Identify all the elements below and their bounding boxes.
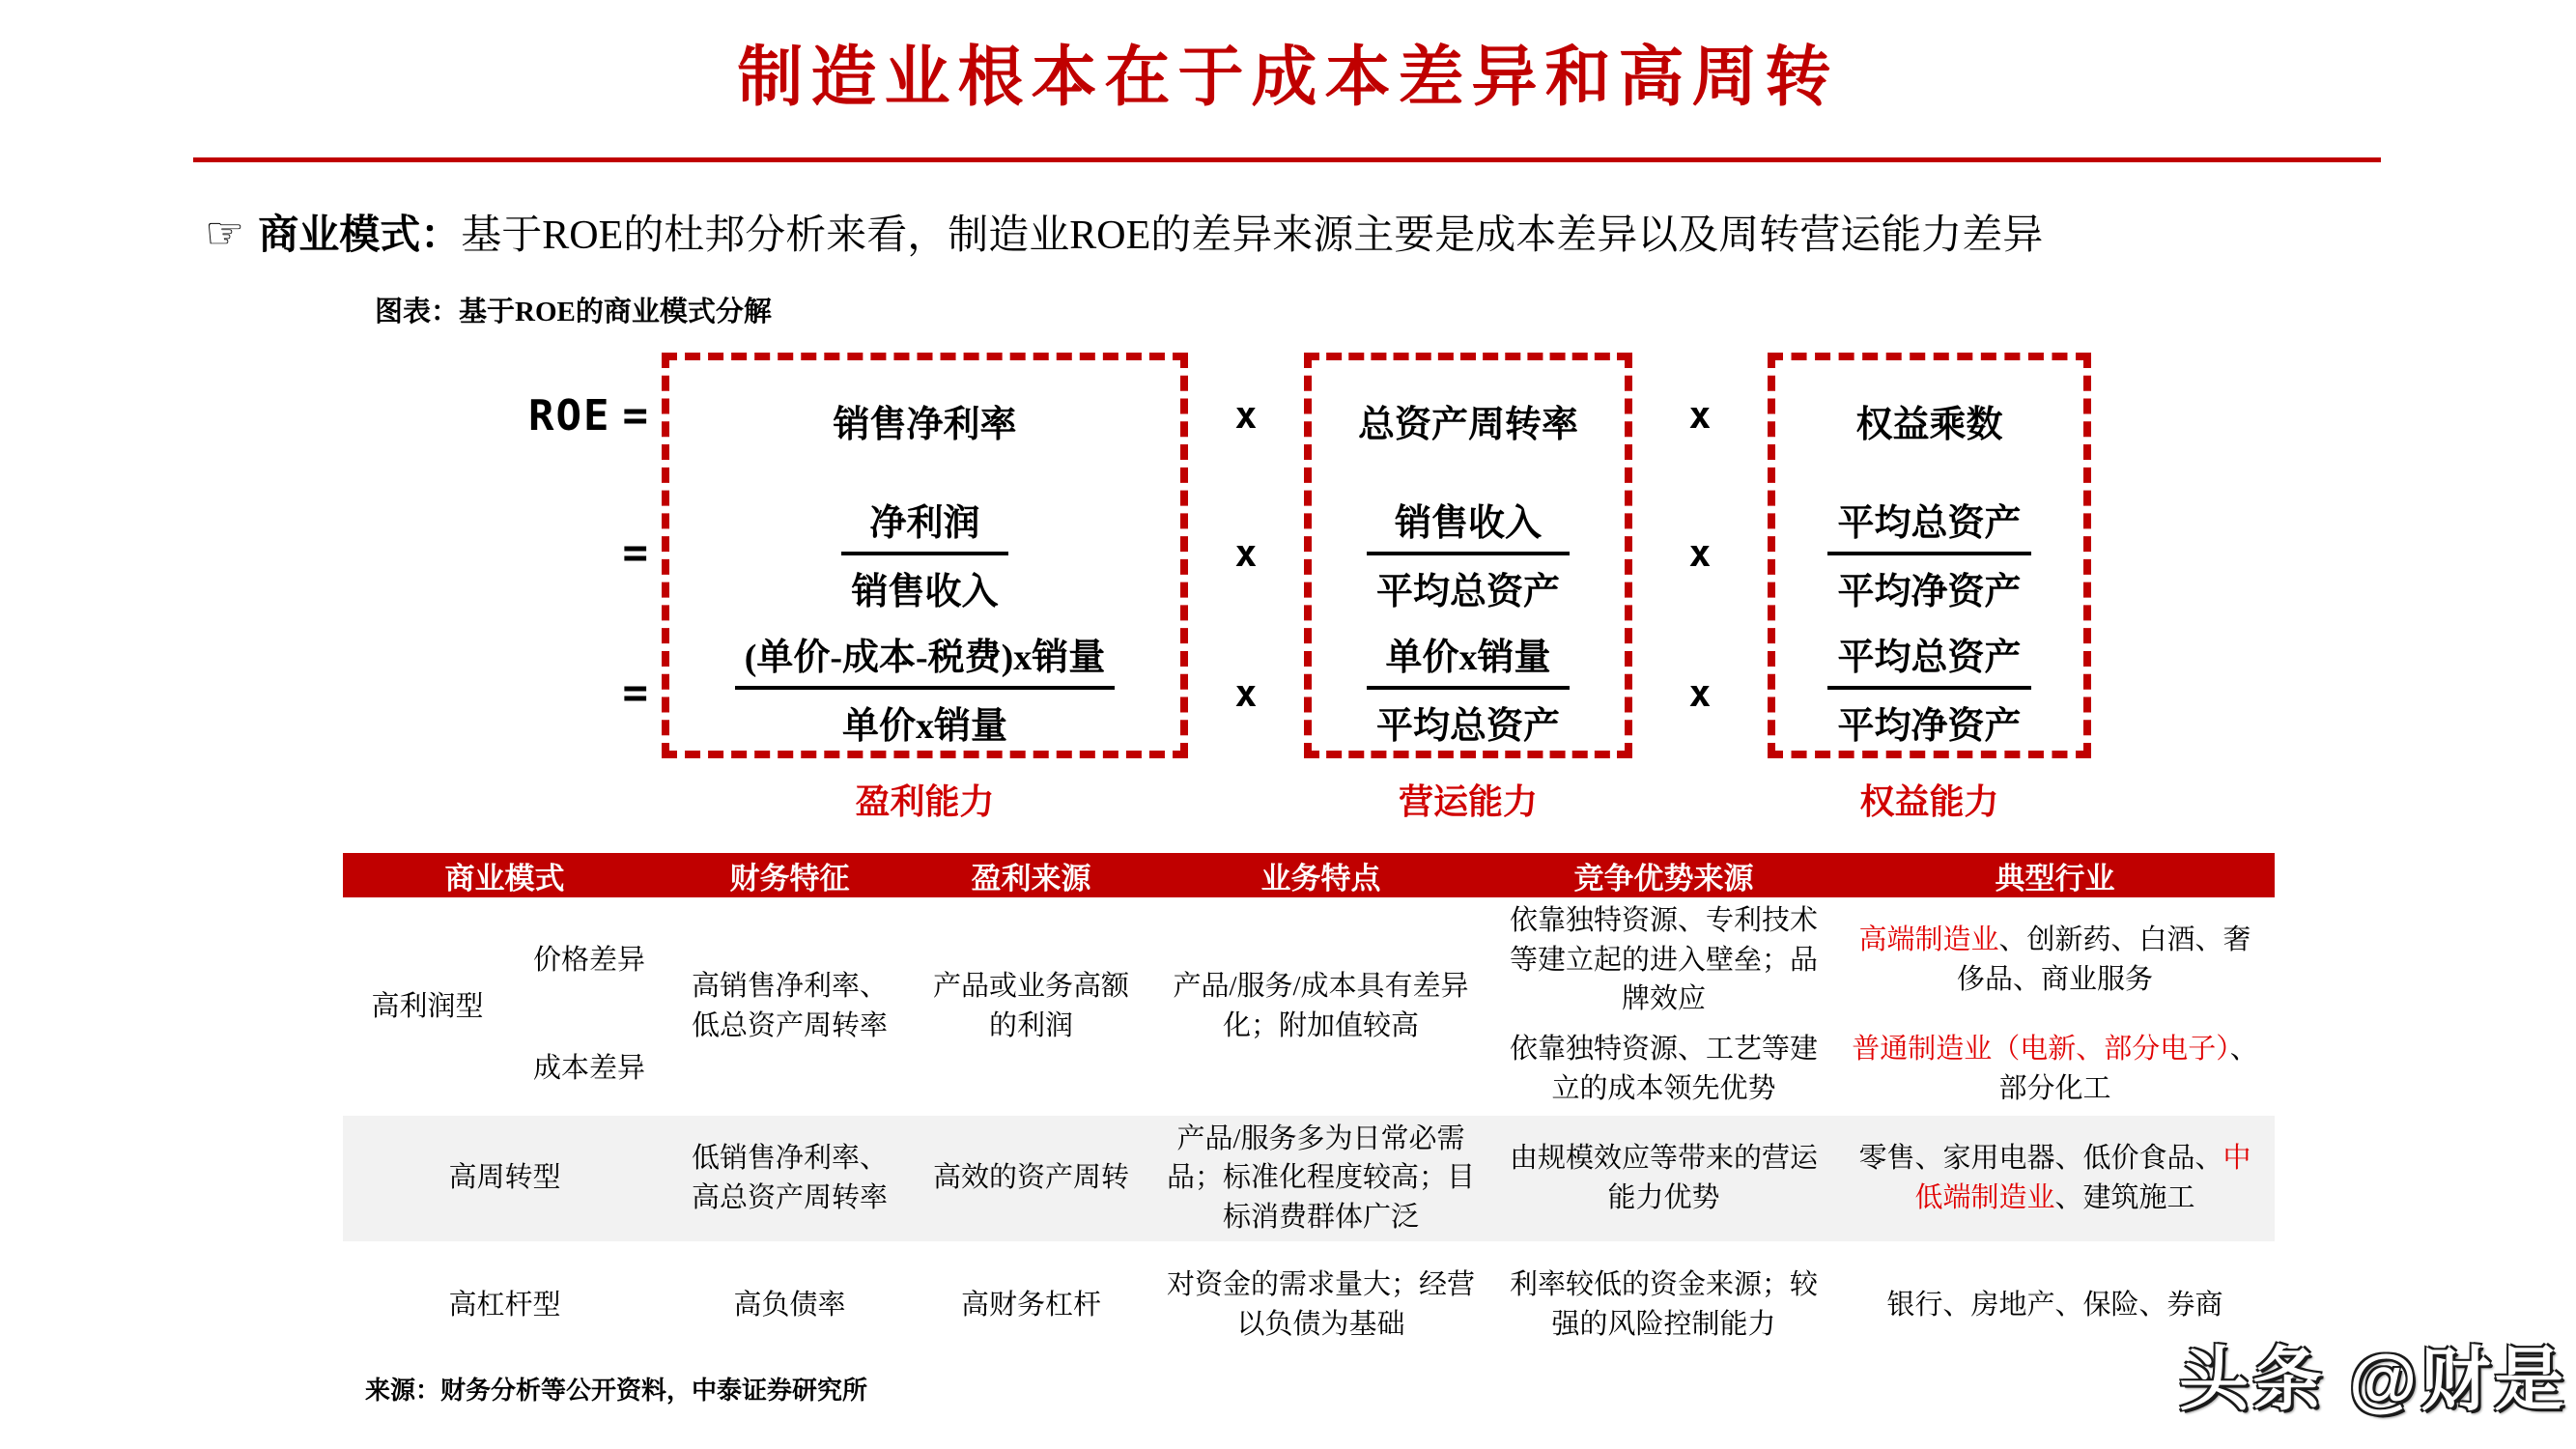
profit-source-cell: 高效的资产周转 — [913, 1116, 1149, 1241]
roe-decomposition-diagram — [483, 353, 2091, 758]
source-note: 来源：财务分析等公开资料，中泰证券研究所 — [365, 1377, 868, 1405]
finance-cell: 高负债率 — [733, 1289, 846, 1321]
finance-cell: 低销售净利率、高总资产周转率 — [666, 1116, 913, 1241]
industry-text: 银行、房地产、保险、券商 — [1886, 1289, 2223, 1321]
advantage-cell: 依靠独特资源、专利技术等建立起的进入壁垒；品牌效应 — [1509, 905, 1818, 1015]
industry-cell — [1835, 1023, 2275, 1116]
industry-text: 、部分化工 — [1998, 1034, 2258, 1104]
business-cell: 产品/服务多为日常必需品；标准化程度较高；目标消费群体广泛 — [1149, 1116, 1492, 1241]
fraction-denominator: 销售收入 — [851, 571, 999, 612]
table-row-high-turnover — [343, 1116, 2275, 1241]
profit-source-cell: 产品或业务高额的利润 — [932, 971, 1129, 1041]
profit-source-cell: 高财务杠杆 — [960, 1289, 1101, 1321]
table-header-cell: 业务特点 — [1149, 853, 1492, 897]
equals-sign: = — [622, 390, 648, 440]
fraction-numerator: 平均总资产 — [1827, 493, 2030, 555]
multiply-sign: x — [1234, 671, 1258, 715]
table-header-cell: 典型行业 — [1835, 853, 2275, 897]
business-cell: 对资金的需求量大；经营以负债为基础 — [1166, 1269, 1475, 1341]
advantage-cell: 依靠独特资源、工艺等建立的成本领先优势 — [1509, 1034, 1818, 1104]
fraction — [735, 627, 1116, 749]
fraction — [841, 493, 1007, 614]
table-header-row — [343, 853, 2275, 897]
industry-text: 、建筑施工 — [2054, 1181, 2195, 1213]
finance-cell: 高销售净利率、低总资产周转率 — [691, 971, 888, 1041]
multiply-column — [1632, 353, 1768, 758]
equals-sign: = — [622, 528, 648, 578]
industry-highlight: 中低端制造业 — [1914, 1143, 2251, 1213]
fraction-denominator: 平均总资产 — [1375, 571, 1560, 612]
capability-captions — [483, 775, 2091, 824]
industry-text: 、创新药、白酒、奢侈品、商业服务 — [1956, 924, 2251, 995]
table-header-cell: 商业模式 — [343, 853, 666, 897]
roe-equals-column — [483, 353, 662, 758]
fraction-denominator: 平均总资产 — [1375, 706, 1560, 748]
industry-highlight: 高端制造业 — [1858, 924, 1999, 956]
business-cell: 产品/服务/成本具有差异化；附加值较高 — [1173, 971, 1469, 1041]
multiply-sign: x — [1234, 531, 1258, 575]
watermark: 头条 @财是 — [2179, 1342, 2568, 1419]
table-header-cell: 竞争优势来源 — [1492, 853, 1835, 897]
advantage-cell: 由规模效应等带来的营运能力优势 — [1492, 1116, 1835, 1241]
operation-box — [1304, 353, 1632, 758]
roe-label: ROE — [528, 390, 611, 440]
fraction — [1827, 627, 2030, 749]
equity-box — [1768, 353, 2091, 758]
industry-cell — [1835, 1116, 2275, 1241]
fraction — [1827, 493, 2030, 614]
subtitle — [205, 203, 2043, 261]
fraction-denominator: 平均净资产 — [1837, 706, 2022, 748]
fraction — [1367, 493, 1570, 614]
fraction-numerator: 平均总资产 — [1827, 627, 2030, 690]
multiply-sign: x — [1234, 394, 1258, 437]
industry-cell — [1835, 897, 2275, 1023]
table-row-high-profit-price — [343, 897, 2275, 1023]
formula-text: 总资产周转率 — [1357, 405, 1578, 446]
formula-text: 销售净利率 — [833, 405, 1017, 446]
fraction-denominator: 平均净资产 — [1837, 571, 2022, 612]
fraction-numerator: 销售收入 — [1367, 493, 1570, 555]
model-cell: 高杠杆型 — [448, 1289, 561, 1321]
model-cell: 高利润型 — [371, 990, 484, 1022]
fraction-denominator: 单价x销量 — [841, 706, 1007, 748]
multiply-column — [1188, 353, 1304, 758]
title-divider — [193, 157, 2381, 162]
subtitle-label: 商业模式： — [258, 213, 462, 258]
model-cell: 高周转型 — [343, 1116, 666, 1241]
subtitle-text: 基于ROE的杜邦分析来看，制造业ROE的差异来源主要是成本差异以及周转营运能力差异 — [461, 213, 2044, 258]
submodel-cell: 价格差异 — [532, 944, 645, 976]
submodel-cell: 成本差异 — [532, 1053, 645, 1085]
profitability-caption: 盈利能力 — [855, 782, 995, 821]
profitability-box — [662, 353, 1188, 758]
page-title: 制造业根本在于成本差异和高周转 — [737, 41, 1839, 114]
fraction-numerator: 净利润 — [841, 493, 1007, 555]
pointer-hand-icon: ☞ — [205, 209, 245, 258]
business-model-table — [343, 853, 2275, 1370]
multiply-sign: x — [1688, 531, 1712, 575]
industry-highlight: 普通制造业（电新、部分电子） — [1852, 1034, 2230, 1065]
table-header-cell: 盈利来源 — [913, 853, 1149, 897]
fraction — [1367, 627, 1570, 749]
equals-sign: = — [622, 668, 648, 718]
formula-text: 权益乘数 — [1855, 405, 2003, 446]
figure-caption: 图表：基于ROE的商业模式分解 — [375, 297, 772, 327]
table-header-cell: 财务特征 — [666, 853, 913, 897]
industry-text: 零售、家用电器、低价食品、 — [1858, 1143, 2223, 1175]
table-row-high-leverage — [343, 1241, 2275, 1370]
fraction-numerator: 单价x销量 — [1367, 627, 1570, 690]
operation-caption: 营运能力 — [1398, 782, 1538, 821]
multiply-sign: x — [1688, 671, 1712, 715]
fraction-numerator: (单价-成本-税费)x销量 — [735, 627, 1116, 690]
advantage-cell: 利率较低的资金来源；较强的风险控制能力 — [1509, 1269, 1818, 1341]
multiply-sign: x — [1688, 394, 1712, 437]
equity-caption: 权益能力 — [1859, 782, 1999, 821]
